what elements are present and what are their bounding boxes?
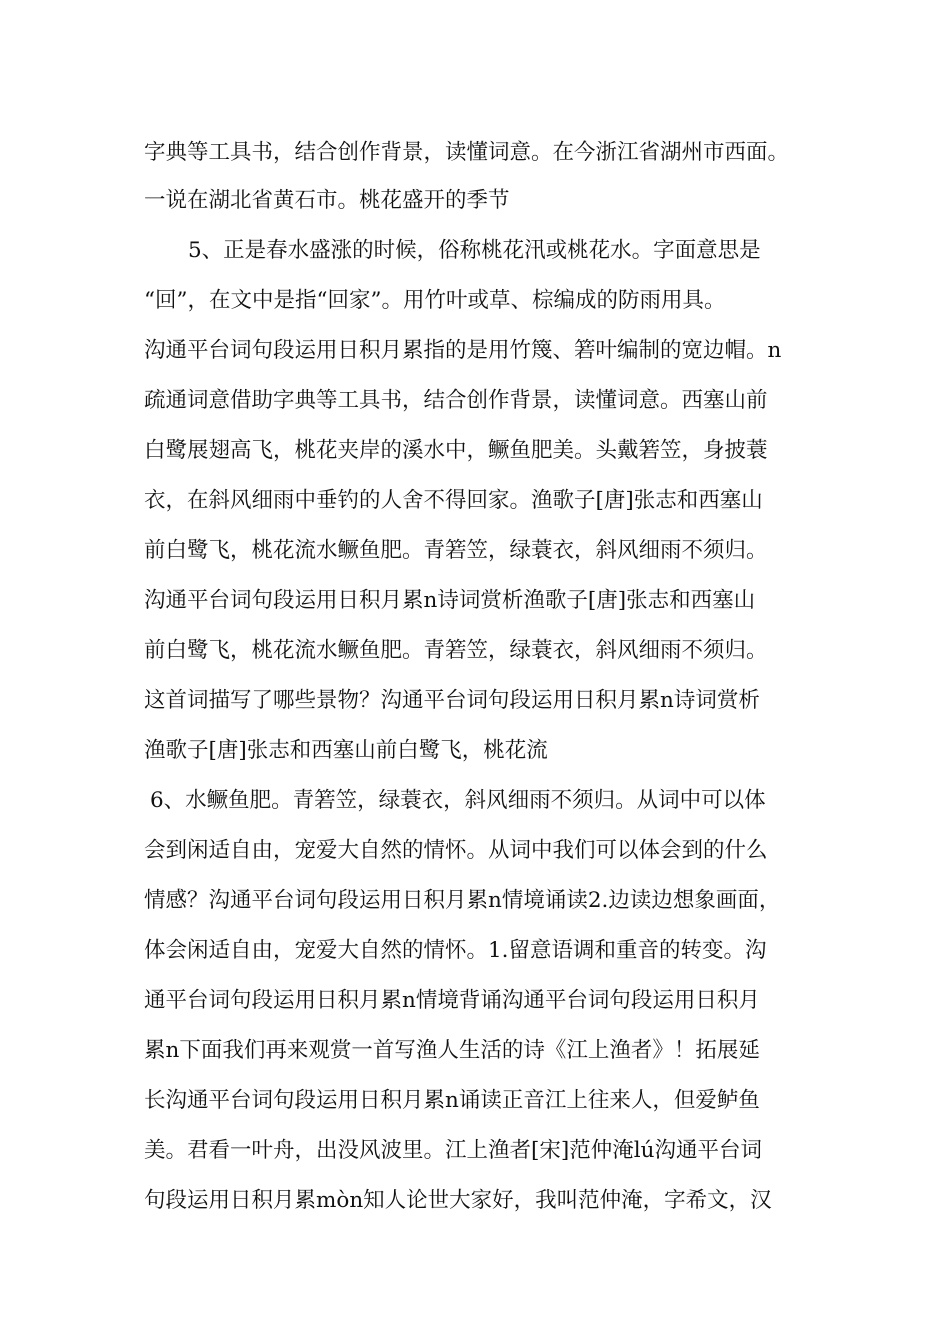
text-line: 通平台词句段运用日积月累n情境背诵沟通平台词句段运用日积月 <box>144 988 760 1013</box>
text-line: 渔歌子[唐]张志和西塞山前白鹭飞，桃花流 <box>144 738 548 763</box>
text-line: 字典等工具书，结合创作背景，读懂词意。在今浙江省湖州市西面。 <box>144 140 790 165</box>
text-line: 5、正是春水盛涨的时候，俗称桃花汛或桃花水。字面意思是 <box>188 238 761 263</box>
text-line: 疏通词意借助字典等工具书，结合创作背景，读懂词意。西塞山前 <box>144 388 768 413</box>
text-line: 白鹭展翅高飞，桃花夹岸的溪水中，鳜鱼肥美。头戴箬笠，身披蓑 <box>144 438 768 463</box>
text-line: 会到闲适自由，宠爱大自然的情怀。从词中我们可以体会到的什么 <box>144 838 768 863</box>
text-line: 前白鹭飞，桃花流水鳜鱼肥。青箬笠，绿蓑衣，斜风细雨不须归。 <box>144 638 768 663</box>
text-line: 衣，在斜风细雨中垂钓的人舍不得回家。渔歌子[唐]张志和西塞山 <box>144 488 763 513</box>
text-line: “回”，在文中是指“回家”。用竹叶或草、棕编成的防雨用具。 <box>144 288 726 313</box>
text-line: 这首词描写了哪些景物？沟通平台词句段运用日积月累n诗词赏析 <box>144 688 760 713</box>
text-line: 美。君看一叶舟，出没风波里。江上渔者[宋]范仲淹lú沟通平台词 <box>144 1138 763 1163</box>
text-line: 6、水鳜鱼肥。青箬笠，绿蓑衣，斜风细雨不须归。从词中可以体 <box>150 788 766 813</box>
text-line: 一说在湖北省黄石市。桃花盛开的季节 <box>144 188 510 213</box>
text-line: 前白鹭飞，桃花流水鳜鱼肥。青箬笠，绿蓑衣，斜风细雨不须归。 <box>144 538 768 563</box>
text-line: 情感？沟通平台词句段运用日积月累n情境诵读2.边读边想象画面， <box>144 888 781 913</box>
text-line: 长沟通平台词句段运用日积月累n诵读正音江上往来人，但爱鲈鱼 <box>144 1088 760 1113</box>
text-line: 累n下面我们再来观赏一首写渔人生活的诗《江上渔者》！拓展延 <box>144 1038 760 1063</box>
text-line: 句段运用日积月累mòn知人论世大家好，我叫范仲淹，字希文，汉 <box>144 1188 772 1213</box>
text-line: 沟通平台词句段运用日积月累指的是用竹篾、箬叶编制的宽边帽。n <box>144 338 782 363</box>
text-line: 沟通平台词句段运用日积月累n诗词赏析渔歌子[唐]张志和西塞山 <box>144 588 756 613</box>
text-line: 体会闲适自由，宠爱大自然的情怀。1.留意语调和重音的转变。沟 <box>144 938 767 963</box>
